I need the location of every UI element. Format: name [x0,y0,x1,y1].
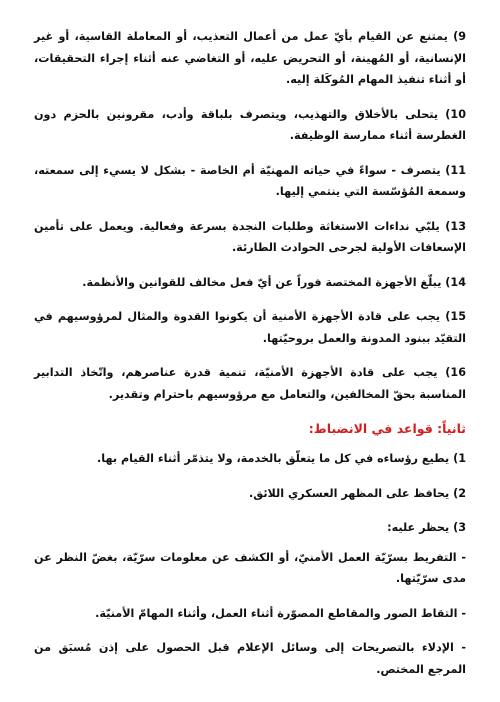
spacer [34,590,466,603]
spacer [34,624,466,637]
prohibition-2: - التقاط الصور والمقاطع المصوّرة أثناء العمل، وأثناء المهامّ الأمنيّة. [95,606,466,620]
clause-14: 14) يبلّغ الأجهزة المختصة فوراً عن أيّ فعل مخالف للقوانين والأنظمة. [82,275,466,289]
clause-13: 13) يلبّي نداءات الاستغاثة وطلبات النجدة بسرعة وفعالية. ويعمل على تأمين الإسعافات الأولية لجرحى الحوادث الطارئة. [34,219,466,254]
clause-11: 11) يتصرف - سواءً في حياته المهنيّة أم الخاصة - بشكل لا يسيء إلى سمعته، وسمعة المُؤسّسة التي ينتمي إليها. [34,163,466,198]
spacer [34,504,466,517]
clause-15: 15) يجب على قادة الأجهزة الأمنية أن يكونوا القدوة والمثال لمرؤوسيهم في التقيّد ببنود المدونة والعمل بروحيّتها. [34,310,466,345]
prohibition-3: - الإدلاء بالتصريحات إلى وسائل الإعلام قبل الحصول على إذن مُسبَق من المرجع المختص. [34,641,466,676]
spacer [34,440,466,448]
spacer [34,539,466,547]
spacer [34,91,466,104]
spacer [34,405,466,418]
rule-1: 1) يطيع رؤساءه في كل ما يتعلّق بالخدمة، ولا يتذمّر أثناء القيام بها. [97,452,466,465]
clause-9: 9) يمتنع عن القيام بأيّ عمل من أعمال التعذيب، أو المعاملة القاسية، أو غير الإنسانية، أو المُهينة، أو التحريض عليه، أو التغاضي عنه أثناء إجراء التحقيقات، أو أثناء تنفيذ المهام المُوكَلة إليه. [34,30,466,86]
spacer [34,293,466,306]
rule-3: 3) يحظر عليه: [387,521,466,534]
rule-2: 2) يحافظ على المظهر العسكري اللائق. [249,486,466,500]
spacer [34,349,466,362]
clause-10: 10) يتحلى بالأخلاق والتهذيب، ويتصرف بلباقة وأدب، مقرونين بالحزم دون الغطرسة أثناء ممارسة الوظيفة. [34,107,466,142]
spacer [34,470,466,483]
spacer [34,259,466,272]
prohibition-1: - التفريط بسرّيّة العمل الأمنيّ، أو الكشف عن معلومات سرّيّة، بغضّ النظر عن مدى سرّيّتها. [34,550,466,585]
section-title: ثانياً: قواعد في الانضباط: [308,421,466,436]
spacer [34,147,466,160]
spacer [34,203,466,216]
clause-16: 16) يجب على قادة الأجهزة الأمنيّة، تنمية قدرة عناصرهم، واتّخاذ التدابير المناسبة بحقّ المخالفين، والتعامل مع مرؤوسيهم باحترام وتقدير. [34,366,466,401]
